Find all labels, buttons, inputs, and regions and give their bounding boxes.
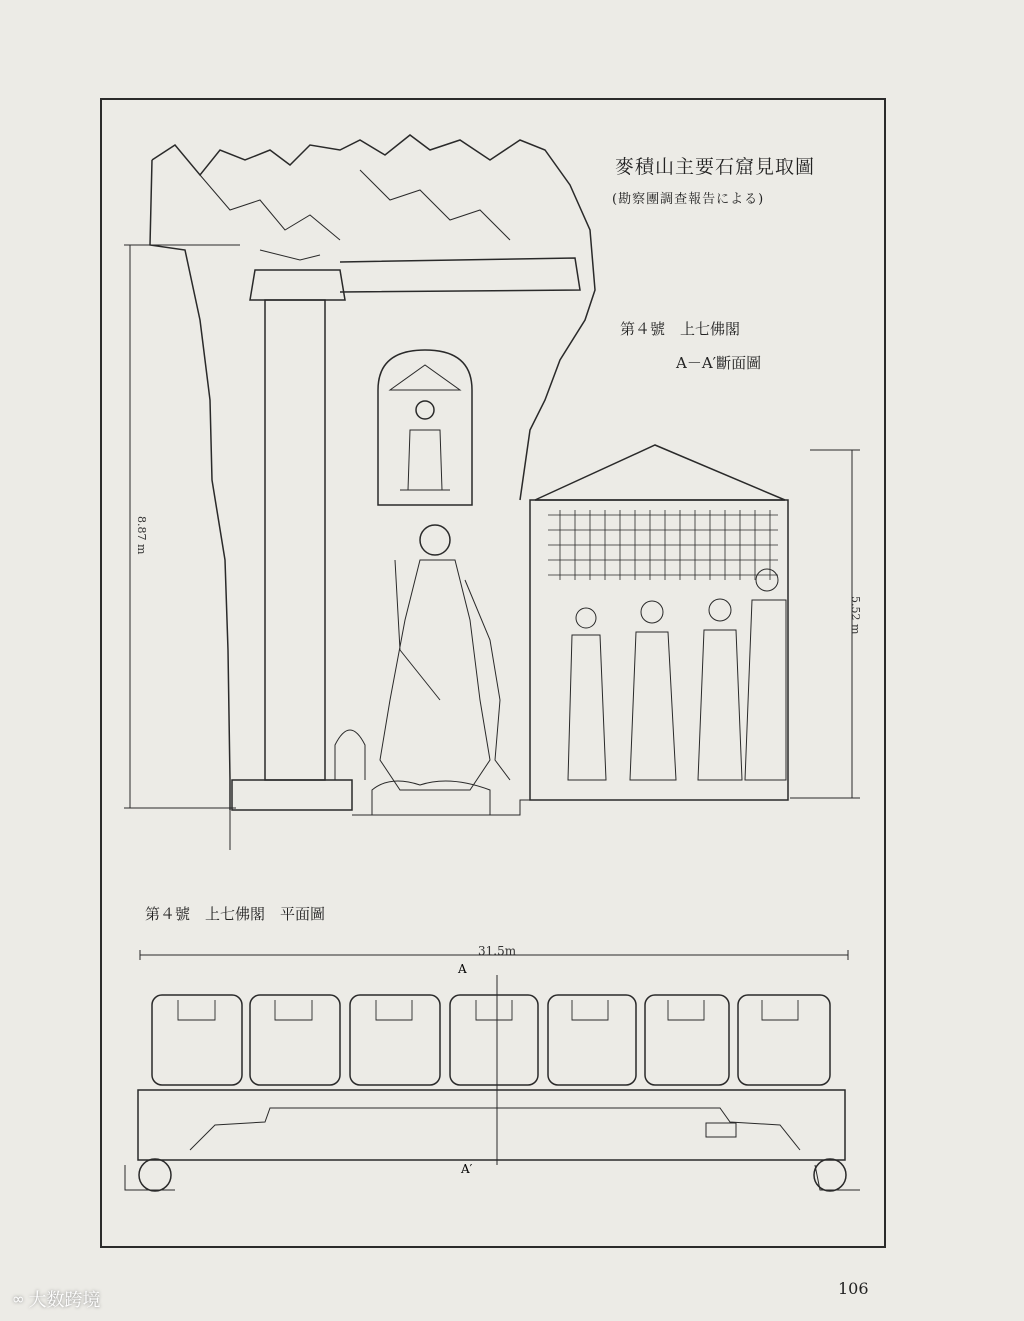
watermark-mark-icon: ∞ (12, 1290, 25, 1308)
pillar-capital (250, 270, 345, 300)
seated-buddha-body (400, 430, 450, 490)
upper-niche (378, 350, 472, 505)
ground-line (230, 800, 530, 850)
plan-left-column (139, 1159, 171, 1191)
lattice-grid (548, 510, 778, 580)
plan-inner-floor (190, 1108, 800, 1150)
section-caption-title: 第４號 上七佛閣 (620, 320, 741, 338)
dimension-width-plan: 31.5m (478, 944, 517, 958)
pillar-base (232, 780, 352, 810)
dimension-height-left: 8.87 m (135, 516, 148, 555)
plan-corridor (138, 1090, 845, 1160)
dimension-height-right: 5.52 m (849, 596, 862, 635)
plan-chambers (152, 995, 830, 1085)
page-subtitle: (勘察團調查報告による) (612, 192, 765, 207)
niche-roof (390, 365, 460, 390)
roof-beam (340, 258, 580, 292)
cliff-outline (152, 135, 595, 500)
seated-buddha-head (416, 401, 434, 419)
plan-caption: 第４號 上七佛閣 平面圖 (145, 905, 326, 923)
plan-pedestals (178, 1000, 798, 1020)
page-number: 106 (838, 1279, 869, 1298)
standing-figures (568, 569, 786, 780)
section-label-a-prime: A′ (461, 1162, 473, 1176)
shrine-roof (535, 445, 785, 500)
cliff-texture (200, 170, 510, 260)
guardian-head (420, 525, 450, 555)
plan-edge-left (125, 1165, 175, 1190)
page-title: 麥積山主要石窟見取圖 (615, 156, 816, 178)
plan-small-room (706, 1123, 736, 1137)
plan-edge-right (815, 1165, 860, 1190)
watermark-logo (12, 1286, 101, 1312)
watermark-text: 大数跨境 (28, 1290, 101, 1311)
cliff-left-edge (150, 160, 230, 810)
pillar (265, 300, 325, 780)
small-arch (335, 730, 365, 780)
guardian-body (380, 560, 510, 790)
section-label-a: A (458, 962, 467, 976)
section-caption-subtitle: A－A′斷面圖 (676, 354, 762, 372)
